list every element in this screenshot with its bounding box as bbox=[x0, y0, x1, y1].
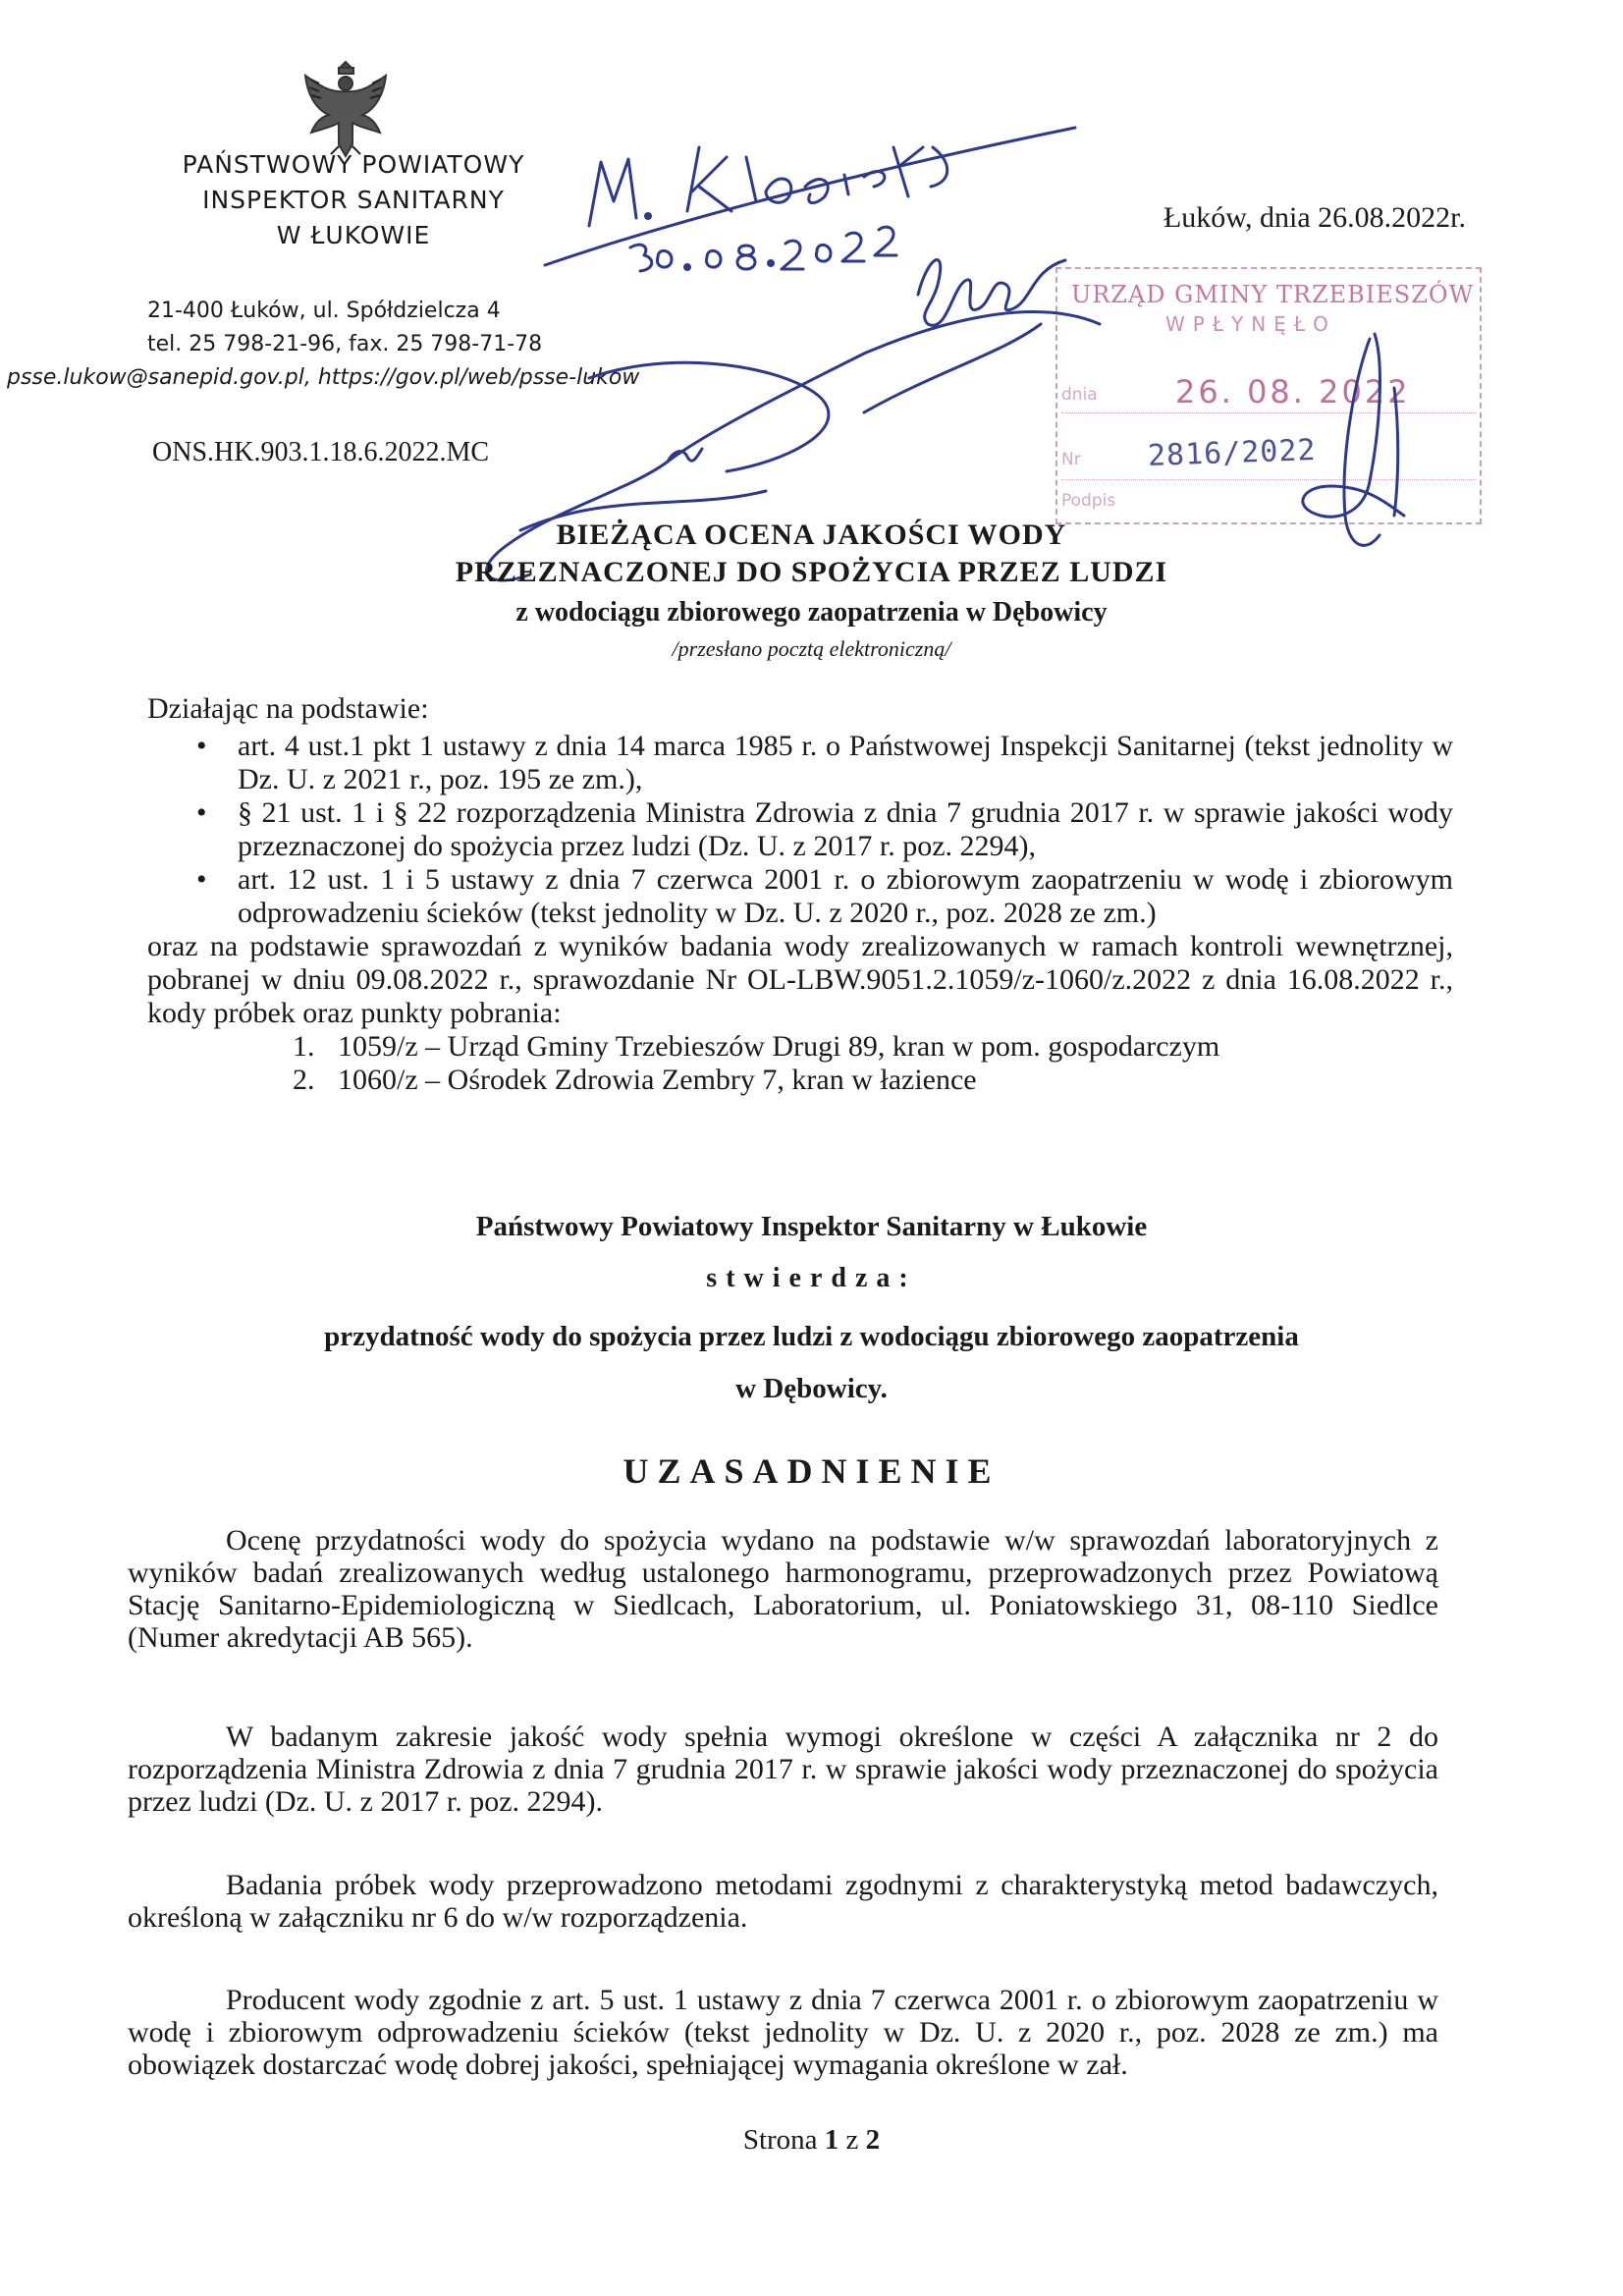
paragraph-text: Ocenę przydatności wody do spożycia wydano na podstawie w/w sprawozdań laboratoryjnych z wyników badań zrealizowanych według ustalonego harmonogramu, przeprowadzonych przez Powiatową Stację Sanitarno-Epidemiologiczną w Siedlcach, Laboratorium, ul. Poniatowskiego 31, 08-110 Siedlce (Numer akredytacji AB 565). bbox=[128, 1524, 1438, 1654]
stamp-date-label: dnia bbox=[1061, 385, 1098, 405]
phone-fax: tel. 25 798-21-96, fax. 25 798-71-78 bbox=[147, 332, 543, 356]
basis-intro: Działając na podstawie: bbox=[147, 692, 429, 725]
office-line: PAŃSTWOWY POWIATOWY bbox=[182, 150, 525, 179]
office-line: W ŁUKOWIE bbox=[276, 221, 431, 249]
email-web: psse.lukow@sanepid.gov.pl, https://gov.pl/web/psse-lukow bbox=[7, 365, 640, 390]
case-number: ONS.HK.903.1.18.6.2022.MC bbox=[152, 437, 490, 467]
page-total: 2 bbox=[865, 2124, 881, 2156]
legal-basis bbox=[147, 692, 1453, 1097]
stamp-podpis-label: Podpis bbox=[1061, 491, 1116, 511]
title-line: z wodociągu zbiorowego zaopatrzenia w Dębowicy bbox=[515, 597, 1108, 628]
paragraph bbox=[128, 1984, 1438, 2081]
samples-list bbox=[147, 1030, 1453, 1097]
address: 21-400 Łuków, ul. Spółdzielcza 4 bbox=[147, 299, 501, 323]
issuing-office bbox=[157, 147, 550, 253]
delivery-note: /przesłano pocztą elektroniczną/ bbox=[672, 636, 951, 661]
finding-line: przydatność wody do spożycia przez ludzi z wodociągu zbiorowego zaopatrzenia bbox=[324, 1321, 1299, 1352]
justification-heading: UZASADNIENIE bbox=[622, 1451, 1001, 1491]
list-item: • § 21 ust. 1 i § 22 rozporządzenia Ministra Zdrowia z dnia 7 grudnia 2017 r. w sprawie jakości wody przeznaczonej do spożycia przez ludzi (Dz. U. z 2017 r. poz. 2294), bbox=[147, 796, 1453, 863]
stamp-title: URZĄD GMINY TRZEBIESZÓW bbox=[1071, 281, 1475, 308]
item-text: 1060/z – Ośrodek Zdrowia Zembry 7, kran w łazience bbox=[338, 1064, 977, 1096]
finding-line: w Dębowicy. bbox=[735, 1373, 888, 1404]
receipt-stamp bbox=[1055, 267, 1482, 524]
paragraph-text: Producent wody zgodnie z art. 5 ust. 1 ustawy z dnia 7 czerwca 2001 r. o zbiorowym zaopatrzeniu w wodę i zbiorowym odprowadzeniu ścieków (tekst jednolity w Dz. U. z 2020 r., poz. 2028 ze zm.) ma obowiązek dostarczać wodę dobrej jakości, spełniającej wymagania określone w zał. bbox=[128, 1984, 1438, 2081]
contact-block bbox=[7, 295, 668, 395]
item-text: 1059/z – Urząd Gminy Trzebieszów Drugi 89, kran w pom. gospodarczym bbox=[338, 1030, 1220, 1063]
list-item bbox=[293, 1064, 1453, 1097]
page-number bbox=[0, 2124, 1623, 2157]
page-current: 1 bbox=[824, 2124, 839, 2156]
paragraph-text: W badanym zakresie jakość wody spełnia wymogi określone w części A załącznika nr 2 do rozporządzenia Ministra Zdrowia z dnia 7 grudnia 2017 r. w sprawie jakości wody przeznaczonej do spożycia przez ludzi (Dz. U. z 2017 r. poz. 2294). bbox=[128, 1721, 1438, 1818]
polish-eagle-emblem-icon bbox=[299, 54, 393, 162]
reports-text: oraz na podstawie sprawozdań z wyników badania wody zrealizowanych w ramach kontroli wewnętrznej, pobranej w dniu 09.08.2022 r., sprawozdanie Nr OL-LBW.9051.2.1059/z-1060/z.2022 z dnia 16.08.2022 r., kody próbek oraz punkty pobrania: bbox=[147, 930, 1453, 1029]
title-line: BIEŻĄCA OCENA JAKOŚCI WODY bbox=[556, 519, 1067, 551]
stamp-nr-label: Nr bbox=[1061, 450, 1081, 469]
stamp-date-value: 26. 08. 2022 bbox=[1175, 373, 1411, 410]
page-prefix: Strona bbox=[742, 2124, 818, 2156]
page-sep: z bbox=[845, 2124, 859, 2156]
basis-list bbox=[147, 730, 1453, 930]
stamp-nr-value: 2816/2022 bbox=[1147, 433, 1318, 473]
title-line: PRZEZNACZONEJ DO SPOŻYCIA PRZEZ LUDZI bbox=[455, 556, 1168, 588]
paragraph bbox=[128, 1721, 1438, 1818]
place-date: Łuków, dnia 26.08.2022r. bbox=[1163, 201, 1466, 234]
list-item bbox=[293, 1030, 1453, 1064]
decision-verb: stwierdza: bbox=[706, 1263, 917, 1293]
stamp-rule bbox=[1061, 412, 1476, 413]
office-line: INSPEKTOR SANITARNY bbox=[202, 186, 505, 214]
stamp-subtitle: WPŁYNĘŁO bbox=[1165, 312, 1336, 336]
stamp-rule bbox=[1061, 479, 1476, 480]
paragraph bbox=[128, 1869, 1438, 1934]
authority: Państwowy Powiatowy Inspektor Sanitarny w Łukowie bbox=[475, 1211, 1148, 1242]
item-number: 2. bbox=[293, 1064, 315, 1096]
list-item: • art. 4 ust.1 pkt 1 ustawy z dnia 14 marca 1985 r. o Państwowej Inspekcji Sanitarnej (tekst jednolity w Dz. U. z 2021 r., poz. 195 ze zm.), bbox=[147, 730, 1453, 796]
list-item: • art. 12 ust. 1 i 5 ustawy z dnia 7 czerwca 2001 r. o zbiorowym zaopatrzeniu w wodę i zbiorowym odprowadzeniu ścieków (tekst jednolity w Dz. U. z 2020 r., poz. 2028 ze zm.) bbox=[147, 863, 1453, 930]
paragraph-text: Badania próbek wody przeprowadzono metodami zgodnymi z charakterystyką metod badawczych, określoną w załączniku nr 6 do w/w rozporządzenia. bbox=[128, 1869, 1438, 1934]
paragraph bbox=[128, 1524, 1438, 1654]
item-number: 1. bbox=[293, 1030, 315, 1063]
